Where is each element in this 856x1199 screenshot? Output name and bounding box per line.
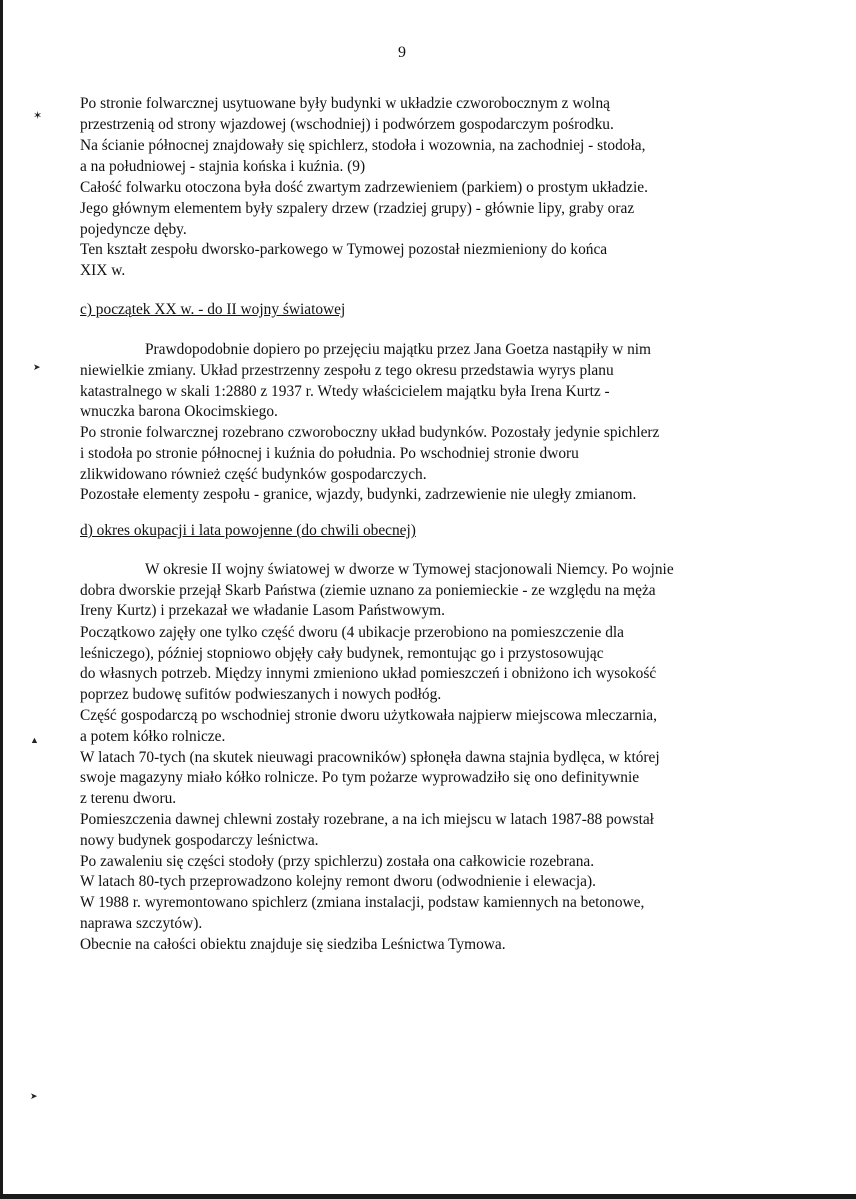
text-line: Ireny Kurtz) i przekazał we władanie Lasom Państwowym. [80,602,445,619]
text-line: niewielkie zmiany. Układ przestrzenny zespołu z tego okresu przedstawia wyrys planu [80,362,614,379]
text-line: Na ścianie północnej znajdowały się spichlerz, stodoła i wozownia, na zachodniej - stodoła, [80,137,646,154]
text-line: dobra dworskie przejął Skarb Państwa (ziemie uznano za poniemieckie - ze względu na męża [80,582,656,599]
triangle-mark-icon: ▲ [30,735,39,745]
text-line: Pozostałe elementy zespołu - granice, wjazdy, budynki, zadrzewienie nie uległy zmianom. [80,486,637,503]
text-line: Całość folwarku otoczona była dość zwartym zadrzewieniem (parkiem) o prostym układzie. [80,179,648,196]
text-line: naprawa szczytów). [80,915,203,932]
text-line: XIX w. [80,262,126,279]
text-line: Ten kształt zespołu dworsko-parkowego w Tymowej pozostał niezmieniony do końca [80,241,608,258]
text-line: Prawdopodobnie dopiero po przejęciu majątku przez Jana Goetza nastąpiły w nim [145,341,652,358]
text-line: Po stronie folwarcznej usytuowane były budynki w układzie czworobocznym z wolną [80,95,610,112]
text-line: i stodoła po stronie północnej i kuźnia do południa. Po wschodniej stronie dworu [80,445,579,462]
text-line: leśniczego), później stopniowo objęły cały budynek, remontując go i przystosowując [80,645,604,662]
text-line: Jego głównym elementem były szpalery drzew (rzadziej grupy) - głównie lipy, graby oraz [80,200,635,217]
section-heading-c: c) początek XX w. - do II wojny światowej [80,301,346,318]
text-line: Część gospodarczą po wschodniej stronie dworu użytkowała najpierw miejscowa mleczarnia, [80,707,657,724]
text-line: do własnych potrzeb. Między innymi zmieniono układ pomieszczeń i obniżono ich wysokość [80,665,657,682]
page-number: 9 [398,44,406,61]
asterisk-mark-icon: ✶ [33,110,43,122]
arrowhead-mark-icon: ➤ [30,1091,38,1101]
text-line: katastralnego w skali 1:2880 z 1937 r. Wtedy właścicielem majątku była Irena Kurtz - [80,383,610,400]
text-line: a potem kółko rolnicze. [80,728,226,745]
text-line: Początkowo zajęły one tylko część dworu (4 ubikacje przerobiono na pomieszczenie dla [80,624,625,641]
text-line: poprzez budowę sufitów podwieszanych i nowych podłóg. [80,686,442,703]
text-line: pojedyncze dęby. [80,221,187,238]
text-line: wnuczka barona Okocimskiego. [80,403,278,420]
text-line: Obecnie na całości obiektu znajduje się siedziba Leśnictwa Tymowa. [80,936,506,953]
scan-border-left [0,0,3,1199]
text-line: W okresie II wojny światowej w dworze w Tymowej stacjonowali Niemcy. Po wojnie [145,561,674,578]
text-line: zlikwidowano również część budynków gospodarczych. [80,466,427,483]
section-heading-d: d) okres okupacji i lata powojenne (do chwili obecnej) [80,522,416,539]
arrowhead-mark-icon: ➤ [33,362,41,372]
text-line: Po stronie folwarcznej rozebrano czworoboczny układ budynków. Pozostały jedynie spichlerz [80,424,660,441]
text-line: W latach 80-tych przeprowadzono kolejny remont dworu (odwodnienie i elewacja). [80,873,596,890]
text-line: W 1988 r. wyremontowano spichlerz (zmiana instalacji, podstaw kamiennych na betonowe, [80,894,645,911]
text-line: swoje magazyny miało kółko rolnicze. Po tym pożarze wyprowadziło się ono definitywnie [80,769,640,786]
text-line: nowy budynek gospodarczy leśnictwa. [80,832,319,849]
text-line: a na południowej - stajnia końska i kuźnia. (9) [80,158,366,175]
text-line: z terenu dworu. [80,790,177,807]
text-line: Pomieszczenia dawnej chlewni zostały rozebrane, a na ich miejscu w latach 1987-88 powstał [80,811,654,828]
text-line: przestrzenią od strony wjazdowej (wschodniej) i podwórzem gospodarczym pośrodku. [80,116,614,133]
text-line: Po zawaleniu się części stodoły (przy spichlerzu) została ona całkowicie rozebrana. [80,853,595,870]
text-line: W latach 70-tych (na skutek nieuwagi pracowników) spłonęła dawna stajnia bydlęca, w której [80,749,660,766]
scan-border-bottom [0,1194,856,1199]
